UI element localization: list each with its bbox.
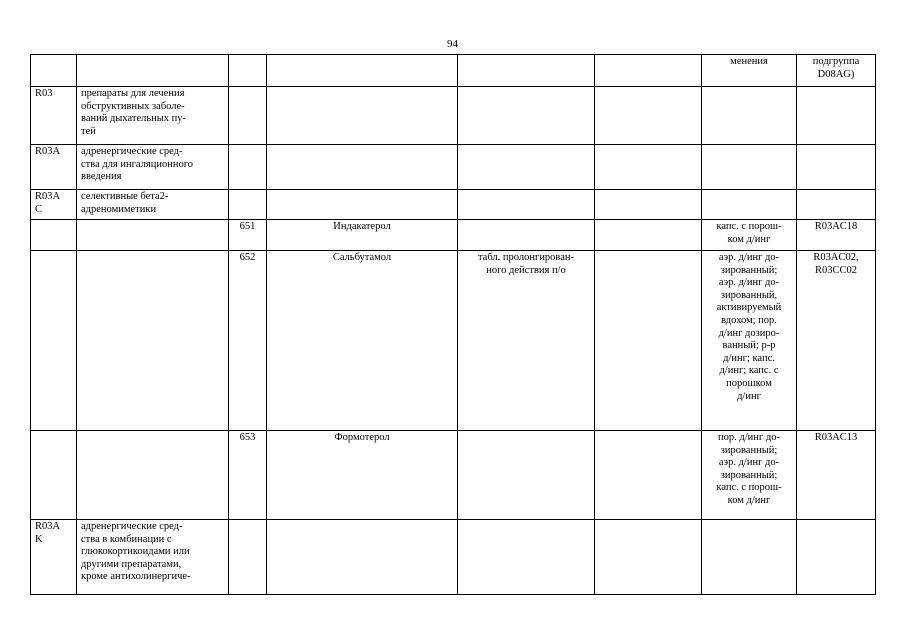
cell-extra bbox=[595, 55, 702, 87]
cell-dosage-form bbox=[458, 87, 595, 145]
page-number: 94 bbox=[447, 38, 458, 50]
cell-extra bbox=[595, 87, 702, 145]
cell-forms: капс. с порош- ком д/инг bbox=[702, 220, 797, 251]
cell-atc: R03AC13 bbox=[797, 431, 876, 520]
header-forms-text: менения bbox=[730, 56, 768, 67]
cell-code bbox=[31, 431, 77, 520]
cell-forms bbox=[702, 520, 797, 595]
table-row bbox=[31, 251, 876, 431]
cell-extra bbox=[595, 220, 702, 251]
cell-forms bbox=[702, 145, 797, 190]
cell-atc bbox=[797, 55, 876, 87]
cell-extra bbox=[595, 190, 702, 220]
cell-group bbox=[77, 431, 229, 520]
cell-atc: R03AC02, R03CC02 bbox=[797, 251, 876, 431]
table-row bbox=[31, 190, 876, 220]
cell-group: адренергические сред- ства в комбинации с глюкокортикоидами или другими препаратами, кроме антихолинергиче- bbox=[77, 520, 229, 595]
cell-dosage-form bbox=[458, 190, 595, 220]
cell-code: R03A C bbox=[31, 190, 77, 220]
cell-dosage-form bbox=[458, 55, 595, 87]
table-row bbox=[31, 431, 876, 520]
cell-drug-name bbox=[267, 145, 458, 190]
cell-code: R03A K bbox=[31, 520, 77, 595]
cell-group bbox=[77, 220, 229, 251]
cell-code: R03 bbox=[31, 87, 77, 145]
cell-drug-name bbox=[267, 87, 458, 145]
cell-extra bbox=[595, 520, 702, 595]
cell-dosage-form bbox=[458, 431, 595, 520]
cell-number: 653 bbox=[229, 431, 267, 520]
cell-group bbox=[77, 251, 229, 431]
cell-drug-name bbox=[267, 520, 458, 595]
cell-atc bbox=[797, 145, 876, 190]
cell-atc: R03AC18 bbox=[797, 220, 876, 251]
cell-atc bbox=[797, 87, 876, 145]
cell-drug-name bbox=[267, 55, 458, 87]
medication-table bbox=[30, 54, 876, 595]
cell-drug-name: Формотерол bbox=[267, 431, 458, 520]
table-row bbox=[31, 145, 876, 190]
cell-dosage-form bbox=[458, 520, 595, 595]
cell-atc bbox=[797, 190, 876, 220]
cell-dosage-form bbox=[458, 220, 595, 251]
cell-code bbox=[31, 251, 77, 431]
cell-extra bbox=[595, 145, 702, 190]
cell-atc bbox=[797, 520, 876, 595]
cell-forms: пор. д/инг до- зированный; аэр. д/инг до- зированный; капс. с порош- ком д/инг bbox=[702, 431, 797, 520]
cell-forms bbox=[702, 87, 797, 145]
cell-drug-name: Сальбутамол bbox=[267, 251, 458, 431]
table-row-header-continuation bbox=[31, 55, 876, 87]
cell-number bbox=[229, 520, 267, 595]
cell-code bbox=[31, 220, 77, 251]
cell-dosage-form: табл. пролонгирован- ного действия п/о bbox=[458, 251, 595, 431]
cell-forms: аэр. д/инг до- зированный; аэр. д/инг до- зированный, активируемый вдохом; пор. д/инг дозиро- ванный; р-р д/инг; капс. д/инг; капс. с порошком д/инг bbox=[702, 251, 797, 431]
cell-number bbox=[229, 190, 267, 220]
header-atc-text: подгруппа D08AG) bbox=[812, 56, 860, 80]
cell-group: адренергические сред- ства для ингаляционного введения bbox=[77, 145, 229, 190]
cell-extra bbox=[595, 251, 702, 431]
table-row bbox=[31, 220, 876, 251]
cell-code: R03A bbox=[31, 145, 77, 190]
cell-dosage-form bbox=[458, 145, 595, 190]
cell-number bbox=[229, 55, 267, 87]
table-row bbox=[31, 520, 876, 595]
cell-group: препараты для лечения обструктивных заболе- ваний дыхательных пу- тей bbox=[77, 87, 229, 145]
cell-extra bbox=[595, 431, 702, 520]
cell-drug-name bbox=[267, 190, 458, 220]
cell-number: 652 bbox=[229, 251, 267, 431]
cell-number bbox=[229, 87, 267, 145]
cell-forms bbox=[702, 190, 797, 220]
cell-code bbox=[31, 55, 77, 87]
cell-group: селективные бета2- адреномиметики bbox=[77, 190, 229, 220]
table-row bbox=[31, 87, 876, 145]
cell-number: 651 bbox=[229, 220, 267, 251]
cell-group bbox=[77, 55, 229, 87]
cell-forms bbox=[702, 55, 797, 87]
cell-drug-name: Индакатерол bbox=[267, 220, 458, 251]
cell-number bbox=[229, 145, 267, 190]
